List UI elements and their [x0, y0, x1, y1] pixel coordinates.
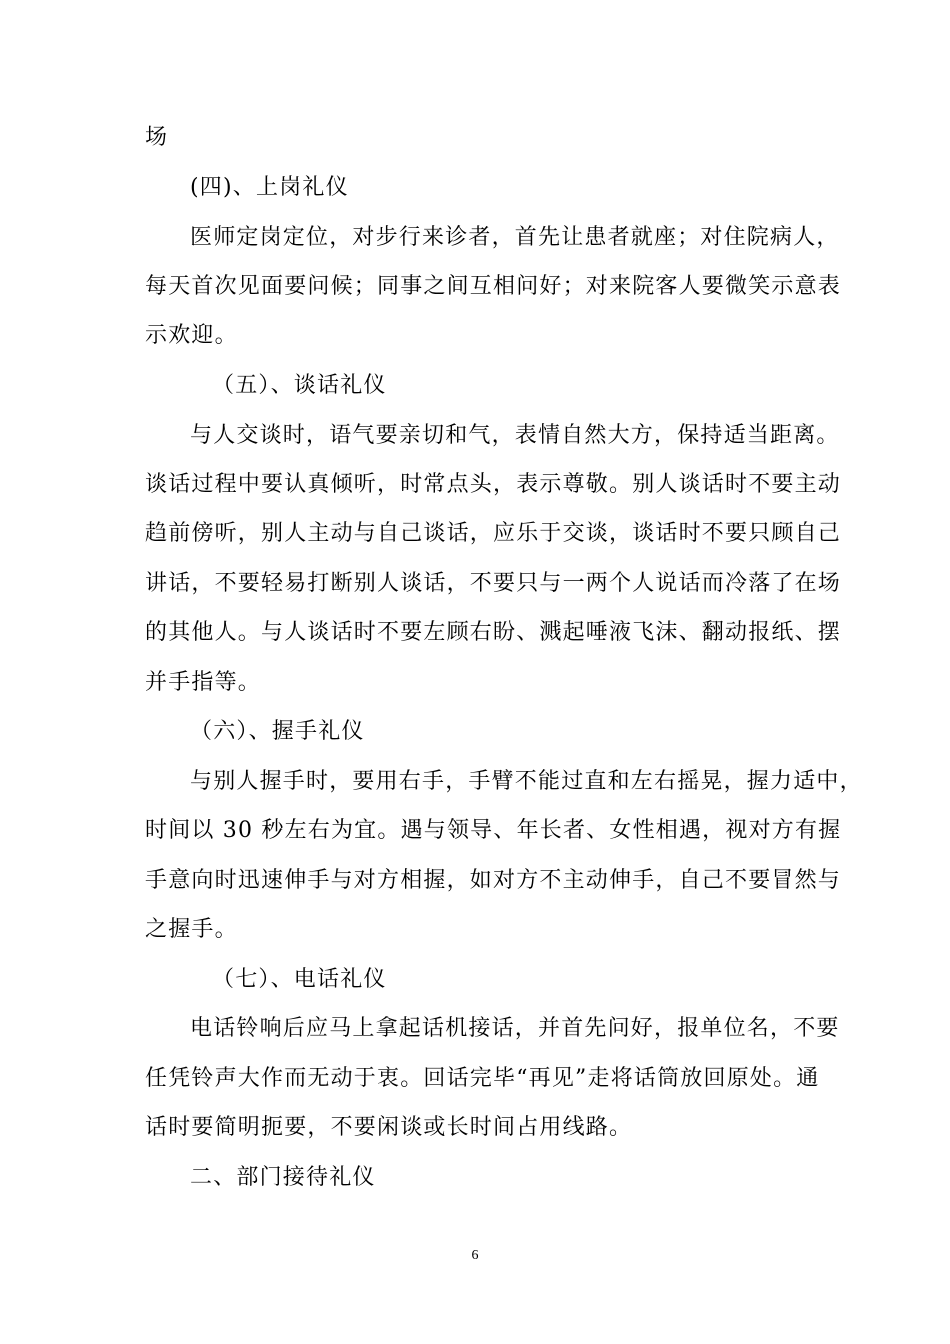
page-number: 6 — [471, 1248, 479, 1263]
paragraph-line: 与别人握手时，要用右手，手臂不能过直和左右摇晃，握力适中， — [190, 769, 863, 794]
text-line-continuation: 场 — [145, 125, 169, 150]
paragraph-line: 电话铃响后应马上拿起话机接话，并首先问好，报单位名，不要 — [190, 1016, 840, 1041]
paragraph-line: 时间以 30 秒左右为宜。遇与领导、年长者、女性相遇，视对方有握 — [145, 818, 842, 843]
paragraph-line: 并手指等。 — [145, 670, 262, 695]
paragraph-line: 之握手。 — [145, 917, 238, 942]
paragraph-line: 话时要简明扼要，不要闲谈或长时间占用线路。 — [145, 1115, 633, 1140]
paragraph-line: 讲话，不要轻易打断别人谈话，不要只与一两个人说话而冷落了在场 — [145, 571, 842, 596]
section-heading-2: 二、部门接待礼仪 — [190, 1165, 376, 1190]
paragraph-line: 任凭铃声大作而无动于衷。回话完毕“再见”走将话筒放回原处。通 — [145, 1066, 820, 1091]
section-heading-5: （五）、谈话礼仪 — [212, 373, 387, 398]
section-heading-6: （六）、握手礼仪 — [190, 719, 365, 744]
paragraph-line: 与人交谈时，语气要亲切和气，表情自然大方，保持适当距离。 — [190, 423, 840, 448]
paragraph-line: 趋前傍听，别人主动与自己谈话，应乐于交谈，谈话时不要只顾自己 — [145, 521, 842, 546]
section-heading-4: (四)、上岗礼仪 — [190, 175, 349, 200]
section-heading-7: （七）、电话礼仪 — [212, 967, 387, 992]
paragraph-line: 手意向时迅速伸手与对方相握，如对方不主动伸手，自己不要冒然与 — [145, 868, 842, 893]
paragraph-line: 谈话过程中要认真倾听，时常点头，表示尊敬。别人谈话时不要主动 — [145, 472, 842, 497]
paragraph-line: 医师定岗定位，对步行来诊者，首先让患者就座；对住院病人， — [190, 225, 840, 250]
paragraph-line: 的其他人。与人谈话时不要左顾右盼、溅起唾液飞沫、翻动报纸、摆 — [145, 620, 842, 645]
paragraph-line: 示欢迎。 — [145, 323, 238, 348]
paragraph-line: 每天首次见面要问候；同事之间互相问好；对来院客人要微笑示意表 — [145, 274, 842, 299]
